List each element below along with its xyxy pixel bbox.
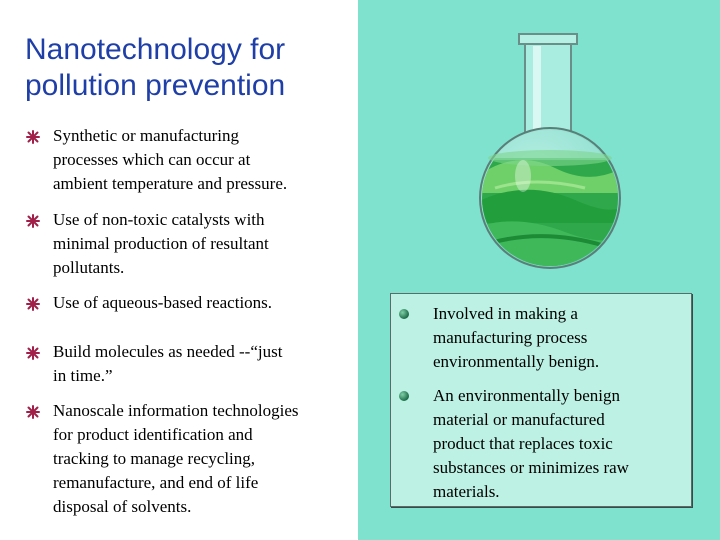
bullet-line: processes which can occur at: [53, 150, 251, 169]
bullet-line: ambient temperature and pressure.: [53, 174, 288, 193]
box-line: Involved in making a: [433, 304, 578, 323]
box-line: substances or minimizes raw: [433, 458, 629, 477]
info-box: [390, 293, 692, 507]
bullet-aqueous-reactions: [26, 291, 348, 315]
bullet-build-molecules: [26, 340, 348, 388]
bullet-synthetic-processes: [26, 124, 348, 196]
bullet-line: Synthetic or manufacturing: [53, 126, 240, 145]
title-line-1: Nanotechnology for: [25, 33, 286, 66]
bullet-line: for product identification and: [53, 425, 253, 444]
bullet-line: pollutants.: [53, 258, 125, 277]
flask-with-landscape-icon: [455, 18, 645, 273]
box-bullet-benign-material: [391, 384, 681, 504]
bullet-line: minimal production of resultant: [53, 234, 269, 253]
star-burst-icon: [26, 405, 40, 419]
box-line: An environmentally benign: [433, 386, 620, 405]
box-line: product that replaces toxic: [433, 434, 613, 453]
bullet-non-toxic-catalysts: [26, 208, 348, 280]
bullet-nanoscale-info-tech: [26, 399, 348, 519]
bullet-line: disposal of solvents.: [53, 497, 192, 516]
box-line: material or manufactured: [433, 410, 605, 429]
bullet-line: Nanoscale information technologies: [53, 401, 299, 420]
left-bullet-list: [0, 0, 358, 540]
bullet-line: remanufacture, and end of life: [53, 473, 259, 492]
bullet-line: Build molecules as needed --“just: [53, 342, 283, 361]
star-burst-icon: [26, 130, 40, 144]
box-bullet-manufacturing-process: [391, 302, 681, 374]
star-burst-icon: [26, 346, 40, 360]
star-burst-icon: [26, 214, 40, 228]
box-line: materials.: [433, 482, 500, 501]
bullet-line: Use of aqueous-based reactions.: [53, 293, 273, 312]
star-burst-icon: [26, 297, 40, 311]
title-line-2: pollution prevention: [25, 69, 286, 102]
round-dot-icon: [399, 391, 409, 401]
box-line: manufacturing process: [433, 328, 588, 347]
round-dot-icon: [399, 309, 409, 319]
bullet-line: in time.”: [53, 366, 113, 385]
bullet-line: tracking to manage recycling,: [53, 449, 256, 468]
box-line: environmentally benign.: [433, 352, 600, 371]
bullet-line: Use of non-toxic catalysts with: [53, 210, 265, 229]
